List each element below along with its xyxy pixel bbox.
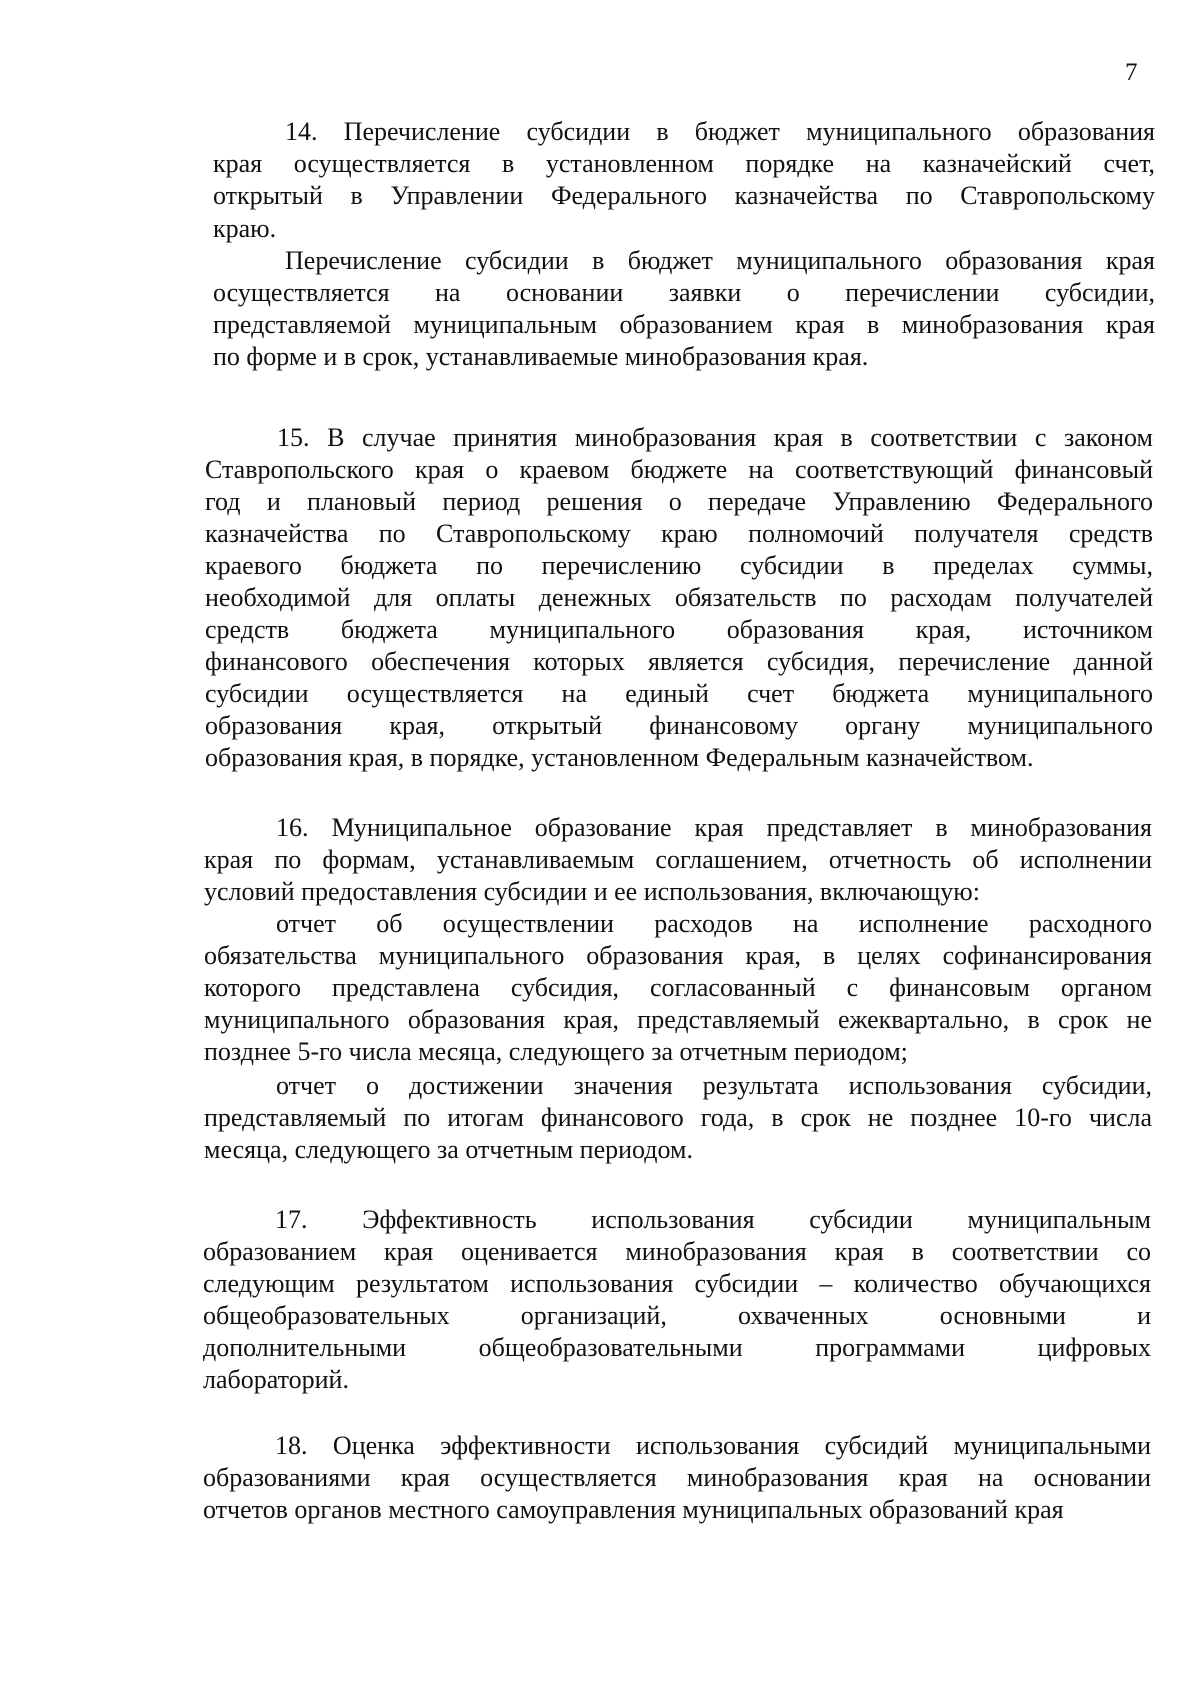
paragraph-line: условий предоставления субсидии и ее использования, включающую: [204, 877, 980, 906]
paragraph-line: представляемой муниципальным образованием края в минобразования края [213, 310, 1155, 339]
paragraph-line: обязательства муниципального образования края, в целях софинансирования [204, 941, 1152, 970]
paragraph-line: образованиями края осуществляется минобразования края на основании [203, 1463, 1151, 1492]
paragraph-line: образованием края оценивается минобразования края в соответствии со [203, 1237, 1151, 1266]
paragraph-line: год и плановый период решения о передаче Управлению Федерального [205, 487, 1153, 516]
paragraph-line: 17. Эффективность использования субсидии муниципальным [275, 1205, 1151, 1234]
paragraph [204, 812, 1152, 908]
paragraph [203, 1204, 1151, 1396]
paragraph-line: которого представлена субсидия, согласованный с финансовым органом [204, 973, 1152, 1002]
paragraph-line: краевого бюджета по перечислению субсидии в пределах суммы, [205, 551, 1153, 580]
paragraph-line: осуществляется на основании заявки о перечислении субсидии, [213, 278, 1155, 307]
paragraph-line: отчетов органов местного самоуправления муниципальных образований края [203, 1495, 1064, 1524]
paragraph-line: финансового обеспечения которых является субсидия, перечисление данной [205, 647, 1153, 676]
paragraph [204, 908, 1152, 1068]
paragraph-line: представляемый по итогам финансового года, в срок не позднее 10-го числа [204, 1103, 1152, 1132]
paragraph-line: субсидии осуществляется на единый счет бюджета муниципального [205, 679, 1153, 708]
paragraph [205, 422, 1153, 774]
paragraph-line: следующим результатом использования субсидии – количество обучающихся [203, 1269, 1151, 1298]
paragraph-line: отчет о достижении значения результата использования субсидии, [276, 1071, 1152, 1100]
paragraph-line: 15. В случае принятия минобразования края в соответствии с законом [277, 423, 1153, 452]
paragraph-line: краю. [213, 214, 277, 243]
paragraph-line: края осуществляется в установленном порядке на казначейский счет, [213, 149, 1155, 178]
paragraph-line: лабораторий. [203, 1365, 349, 1394]
paragraph-line: открытый в Управлении Федерального казначейства по Ставропольскому [213, 181, 1155, 210]
paragraph-line: Ставропольского края о краевом бюджете на соответствующий финансовый [205, 455, 1153, 484]
paragraph-line: 14. Перечисление субсидии в бюджет муниципального образования [285, 117, 1155, 146]
paragraph-line: муниципального образования края, представляемый ежеквартально, в срок не [204, 1005, 1152, 1034]
paragraph [204, 1070, 1152, 1166]
paragraph-line: необходимой для оплаты денежных обязательств по расходам получателей [205, 583, 1153, 612]
paragraph [203, 1430, 1151, 1526]
paragraph-line: края по формам, устанавливаемым соглашением, отчетность об исполнении [204, 845, 1152, 874]
page-number: 7 [1125, 59, 1138, 86]
paragraph-line: общеобразовательных организаций, охваченных основными и [203, 1301, 1151, 1330]
paragraph-line: образования края, открытый финансовому органу муниципального [205, 711, 1153, 740]
paragraph-line: дополнительными общеобразовательными программами цифровых [203, 1333, 1151, 1362]
paragraph-line: средств бюджета муниципального образования края, источником [205, 615, 1153, 644]
paragraph-line: отчет об осуществлении расходов на исполнение расходного [276, 909, 1152, 938]
paragraph-line: по форме и в срок, устанавливаемые минобразования края. [213, 342, 869, 371]
paragraph-line: позднее 5-го числа месяца, следующего за отчетным периодом; [204, 1037, 908, 1066]
paragraph [213, 116, 1155, 245]
paragraph-line: Перечисление субсидии в бюджет муниципального образования края [285, 246, 1155, 275]
paragraph-line: образования края, в порядке, установленном Федеральным казначейством. [205, 743, 1034, 772]
paragraph-line: 18. Оценка эффективности использования субсидий муниципальными [275, 1431, 1151, 1460]
paragraph-line: казначейства по Ставропольскому краю полномочий получателя средств [205, 519, 1153, 548]
paragraph-line: 16. Муниципальное образование края представляет в минобразования [276, 813, 1152, 842]
paragraph [213, 245, 1155, 373]
paragraph-line: месяца, следующего за отчетным периодом. [204, 1135, 693, 1164]
